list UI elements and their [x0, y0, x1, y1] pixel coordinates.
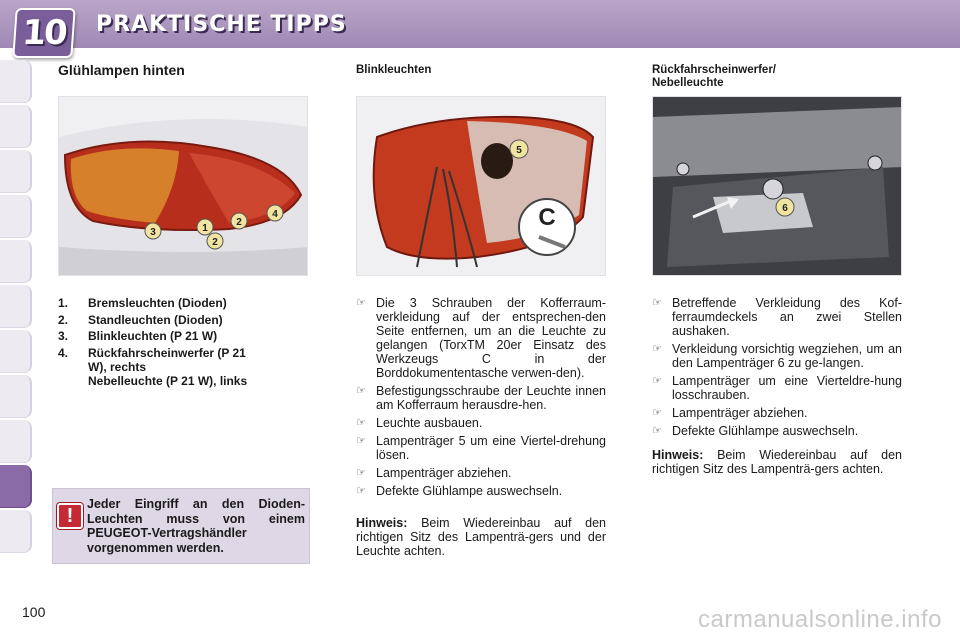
pointing-hand-icon: ☞: [652, 296, 662, 309]
reverse-fog-steps: [652, 296, 902, 442]
pointing-hand-icon: ☞: [652, 406, 662, 419]
chapter-number: 10: [20, 13, 68, 53]
pointing-hand-icon: ☞: [356, 484, 366, 497]
side-tab[interactable]: [0, 60, 32, 103]
reverse-fog-lamp-illustration: [652, 96, 902, 276]
step-item: ☞ Leuchte ausbauen.: [356, 416, 483, 430]
side-tab[interactable]: [0, 150, 32, 193]
side-tab[interactable]: [0, 105, 32, 148]
pointing-hand-icon: ☞: [356, 384, 366, 397]
step-item: ☞ Betreffende Verkleidung des Kof-ferraumdeckels an zwei Stellen aushaken.: [652, 296, 902, 338]
chapter-number-badge: [12, 8, 75, 58]
step-item: ☞ Defekte Glühlampe auswechseln.: [356, 484, 563, 498]
rear-lamp-illustration: [58, 96, 308, 276]
callout-1-label: 1: [202, 223, 208, 234]
callout-2-label: 2: [236, 217, 242, 228]
callout-2b-label: 2: [212, 237, 218, 248]
warning-icon: !: [57, 503, 83, 529]
note-text: Beim Wiedereinbau auf den richtigen Sitz des Lampenträ-gers achten.: [652, 448, 902, 476]
side-tab-active[interactable]: [0, 465, 32, 508]
section-heading-indicators: Blinkleuchten: [356, 64, 432, 76]
chapter-side-tabs: [0, 60, 32, 555]
note-text: Beim Wiedereinbau auf den richtigen Sitz des Lampenträ-gers und der Leuchte achten.: [356, 516, 606, 558]
bulb-item: 3. Blinkleuchten (P 21 W): [58, 329, 218, 343]
step-item: ☞ Lampenträger abziehen.: [356, 466, 512, 480]
pointing-hand-icon: ☞: [652, 342, 662, 355]
watermark: carmanualsonline.info: [698, 606, 942, 633]
pointing-hand-icon: ☞: [356, 466, 366, 479]
note-label: Hinweis:: [356, 516, 408, 530]
callout-3-label: 3: [150, 227, 156, 238]
side-tab[interactable]: [0, 330, 32, 373]
bulb-item: 1. Bremsleuchten (Dioden): [58, 296, 227, 310]
note-label: Hinweis:: [652, 448, 704, 462]
step-item: ☞ Die 3 Schrauben der Kofferraum-verkleidung auf der entsprechen-den Seite entfernen, um an die Leuchte zu gelangen (TorxTM 20er Einsatz des Werkzeugs C in der Borddokumententasche verwen-den).: [356, 296, 606, 380]
side-tab[interactable]: [0, 285, 32, 328]
pointing-hand-icon: ☞: [652, 374, 662, 387]
bulb-4-extra: Nebelleuchte (P 21 W), links: [88, 374, 248, 388]
section-heading-reverse-fog: Rückfahrscheinwerfer/ Nebelleuchte: [652, 64, 776, 89]
side-tab[interactable]: [0, 375, 32, 418]
callout-c-label: C: [538, 204, 556, 231]
bulb-item: 2. Standleuchten (Dioden): [58, 312, 223, 327]
warning-text: Jeder Eingriff an den Dioden-Leuchten muss von einem PEUGEOT-Vertragshändler vorgenommen werden.: [87, 497, 305, 555]
indicator-steps: [356, 296, 606, 502]
step-item: ☞ Lampenträger 5 um eine Viertel-drehung lösen.: [356, 434, 606, 462]
step-item: ☞ Verkleidung vorsichtig wegziehen, um an den Lampenträger 6 zu ge-langen.: [652, 342, 902, 370]
bulb-list: [58, 296, 308, 377]
indicator-note: [356, 516, 606, 558]
section-heading-rear-bulbs: Glühlampen hinten: [58, 62, 185, 78]
step-item: ☞ Lampenträger abziehen.: [652, 406, 808, 420]
step-item: ☞ Defekte Glühlampe auswechseln.: [652, 424, 859, 438]
pointing-hand-icon: ☞: [652, 424, 662, 437]
side-tab[interactable]: [0, 195, 32, 238]
callout-4-label: 4: [272, 209, 278, 220]
bulb-item: 4. Rückfahrscheinwerfer (P 21 W), rechts: [58, 345, 246, 374]
chapter-title: PRAKTISCHE TIPPS: [96, 12, 347, 37]
side-tab[interactable]: [0, 420, 32, 463]
step-item: ☞ Lampenträger um eine Vierteldre-hung losschrauben.: [652, 374, 902, 402]
pointing-hand-icon: ☞: [356, 296, 366, 309]
step-item: ☞ Befestigungsschraube der Leuchte innen am Kofferraum herausdre-hen.: [356, 384, 606, 412]
side-tab[interactable]: [0, 240, 32, 283]
pointing-hand-icon: ☞: [356, 416, 366, 429]
callout-6-label: 6: [782, 203, 788, 214]
callout-5-label: 5: [516, 145, 522, 156]
page-number: 100: [22, 604, 46, 620]
pointing-hand-icon: ☞: [356, 434, 366, 447]
indicator-lamp-illustration: [356, 96, 606, 276]
side-tab[interactable]: [0, 510, 32, 553]
warning-box: [52, 488, 310, 564]
reverse-fog-note: [652, 448, 902, 476]
